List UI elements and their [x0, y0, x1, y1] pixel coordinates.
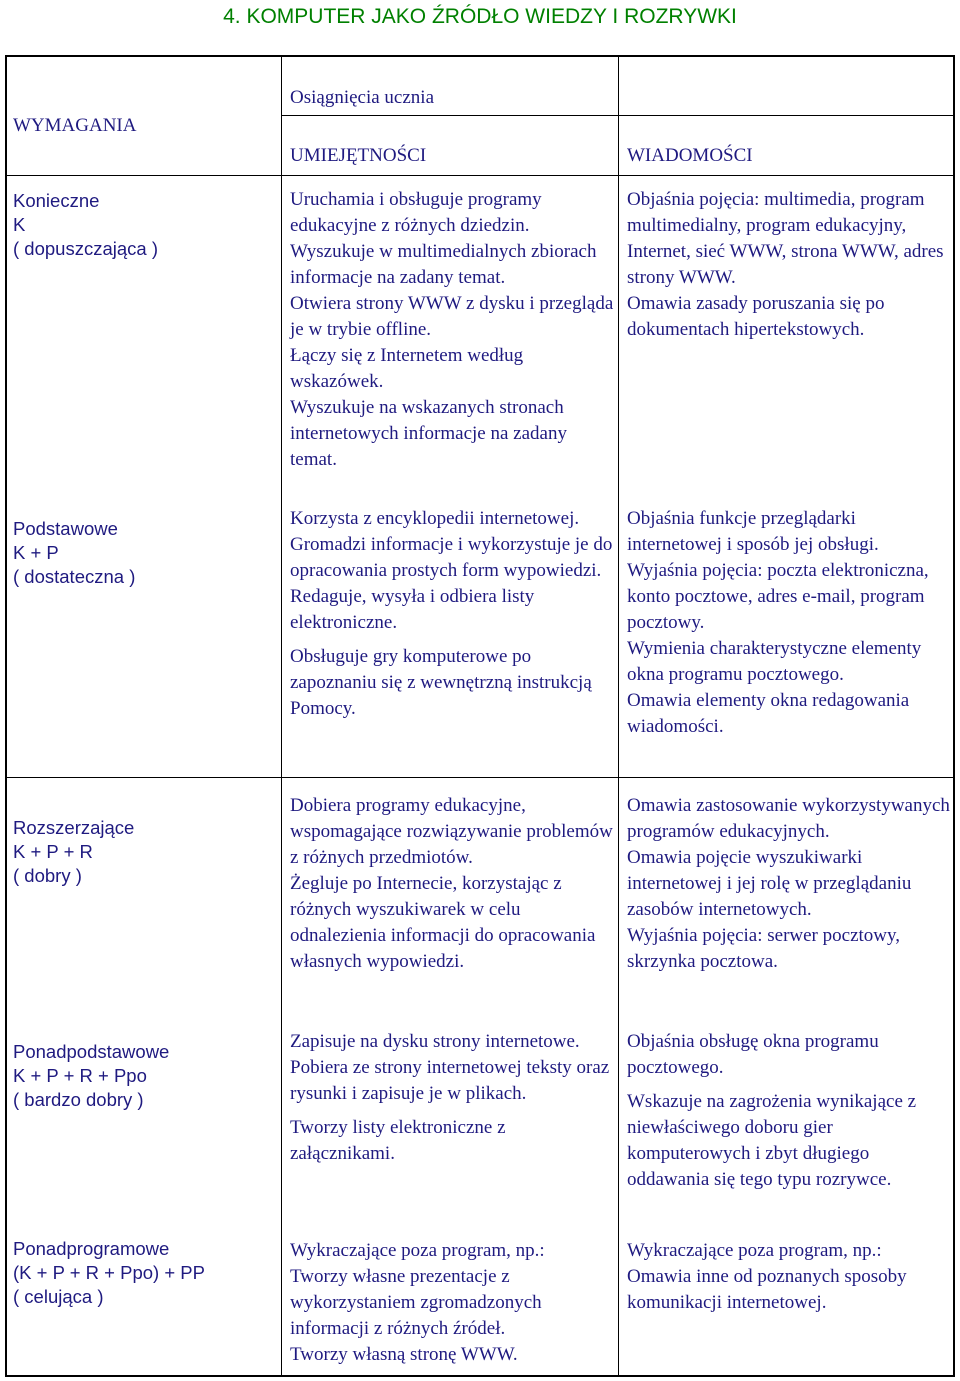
header-osiagniecia: Osiągnięcia ucznia: [290, 87, 435, 108]
skill-item: Zapisuje na dysku strony internetowe.: [290, 1031, 580, 1052]
level-grade: ( bardzo dobry ): [13, 1089, 144, 1110]
level-grade: ( celująca ): [13, 1286, 104, 1307]
knowledge-item: Wyjaśnia pojęcia: poczta elektroniczna, konto pocztowe, adres e-mail, program pocztowy.: [627, 560, 929, 633]
level-code: K: [13, 214, 26, 235]
knowledge-podstawowe: [627, 506, 951, 740]
skill-item: Tworzy własne prezentacje z wykorzystaniem zgromadzonych informacji z różnych źródeł.: [290, 1266, 542, 1339]
knowledge-item: Omawia zasady poruszania się po dokumentach hipertekstowych.: [627, 293, 885, 340]
skill-item: Wykraczające poza program, np.:: [290, 1240, 545, 1261]
knowledge-item: Wskazuje na zagrożenia wynikające z niewłaściwego doboru gier komputerowych i zbyt długiego oddawania się tego typu rozrywce.: [627, 1091, 917, 1190]
level-grade: ( dobry ): [13, 865, 82, 886]
row-divider: [281, 115, 953, 116]
skill-item: Pobiera ze strony internetowej teksty oraz rysunki i zapisuje je w plikach.: [290, 1057, 610, 1104]
knowledge-ponadpodstawowe: [627, 1029, 951, 1193]
knowledge-item: Wykraczające poza program, np.:: [627, 1240, 882, 1261]
level-ponadprogramowe: [13, 1237, 277, 1309]
skill-item: Otwiera strony WWW z dysku i przegląda je w trybie offline.: [290, 293, 614, 340]
row-divider: [7, 777, 953, 778]
row-divider: [7, 175, 953, 176]
header-wymagania: WYMAGANIA: [13, 115, 137, 136]
skills-rozszerzajace: [290, 793, 614, 975]
knowledge-item: Omawia inne od poznanych sposoby komunikacji internetowej.: [627, 1266, 907, 1313]
knowledge-konieczne: [627, 187, 951, 343]
header-umiejetnosci: UMIEJĘTNOŚCI: [290, 145, 427, 166]
knowledge-item: Omawia pojęcie wyszukiwarki internetowej i jej rolę w przeglądaniu zasobów internetowych.: [627, 847, 912, 920]
skills-konieczne: [290, 187, 614, 473]
knowledge-item: Wyjaśnia pojęcia: serwer pocztowy, skrzynka pocztowa.: [627, 925, 901, 972]
skills-ponadprogramowe: [290, 1238, 614, 1368]
knowledge-item: Wymienia charakterystyczne elementy okna programu pocztowego.: [627, 638, 922, 685]
knowledge-item: Objaśnia obsługę okna programu pocztowego.: [627, 1031, 879, 1078]
page-title: 4. KOMPUTER JAKO ŹRÓDŁO WIEDZY I ROZRYWKI: [223, 5, 737, 28]
level-grade: ( dopuszczająca ): [13, 238, 158, 259]
level-podstawowe: [13, 517, 277, 589]
column-divider: [618, 57, 619, 1375]
knowledge-rozszerzajace: [627, 793, 951, 975]
level-ponadpodstawowe: [13, 1040, 277, 1112]
level-name: Konieczne: [13, 190, 100, 211]
skill-item: Obsługuje gry komputerowe po zapoznaniu się z wewnętrzną instrukcją Pomocy.: [290, 646, 592, 719]
skills-ponadpodstawowe: [290, 1029, 614, 1167]
level-name: Ponadpodstawowe: [13, 1041, 170, 1062]
skill-item: Łączy się z Internetem według wskazówek.: [290, 345, 524, 392]
knowledge-item: Omawia elementy okna redagowania wiadomości.: [627, 690, 910, 737]
header-wiadomosci: WIADOMOŚCI: [627, 145, 753, 166]
level-name: Ponadprogramowe: [13, 1238, 170, 1259]
skill-item: Redaguje, wysyła i odbiera listy elektroniczne.: [290, 586, 535, 633]
skill-item: Tworzy własną stronę WWW.: [290, 1344, 518, 1365]
skills-podstawowe: [290, 506, 614, 722]
skill-item: Uruchamia i obsługuje programy edukacyjne z różnych dziedzin.: [290, 189, 542, 236]
level-name: Podstawowe: [13, 518, 118, 539]
skill-item: Korzysta z encyklopedii internetowej.: [290, 508, 580, 529]
knowledge-ponadprogramowe: [627, 1238, 951, 1316]
level-konieczne: [13, 189, 277, 261]
skill-item: Dobiera programy edukacyjne, wspomagające rozwiązywanie problemów z różnych przedmiotów.: [290, 795, 613, 868]
knowledge-item: Objaśnia funkcje przeglądarki internetowej i sposób jej obsługi.: [627, 508, 879, 555]
level-code: K + P + R + Ppo: [13, 1065, 147, 1086]
skill-item: Wyszukuje na wskazanych stronach internetowych informacje na zadany temat.: [290, 397, 567, 470]
level-name: Rozszerzające: [13, 817, 135, 838]
level-code: (K + P + R + Ppo) + PP: [13, 1262, 205, 1283]
skill-item: Żegluje po Internecie, korzystając z różnych wyszukiwarek w celu odnalezienia informacji do opracowania własnych wypowiedzi.: [290, 873, 596, 972]
knowledge-item: Objaśnia pojęcia: multimedia, program multimedialny, program edukacyjny, Internet, sieć WWW, strona WWW, adres strony WWW.: [627, 189, 944, 288]
level-code: K + P: [13, 542, 59, 563]
requirements-table: [5, 55, 955, 1377]
skill-item: Tworzy listy elektroniczne z załącznikami.: [290, 1117, 506, 1164]
column-divider: [281, 57, 282, 1375]
knowledge-item: Omawia zastosowanie wykorzystywanych programów edukacyjnych.: [627, 795, 950, 842]
skill-item: Wyszukuje w multimedialnych zbiorach informacje na zadany temat.: [290, 241, 597, 288]
level-rozszerzajace: [13, 816, 277, 888]
level-code: K + P + R: [13, 841, 93, 862]
skill-item: Gromadzi informacje i wykorzystuje je do opracowania prostych form wypowiedzi.: [290, 534, 613, 581]
level-grade: ( dostateczna ): [13, 566, 136, 587]
